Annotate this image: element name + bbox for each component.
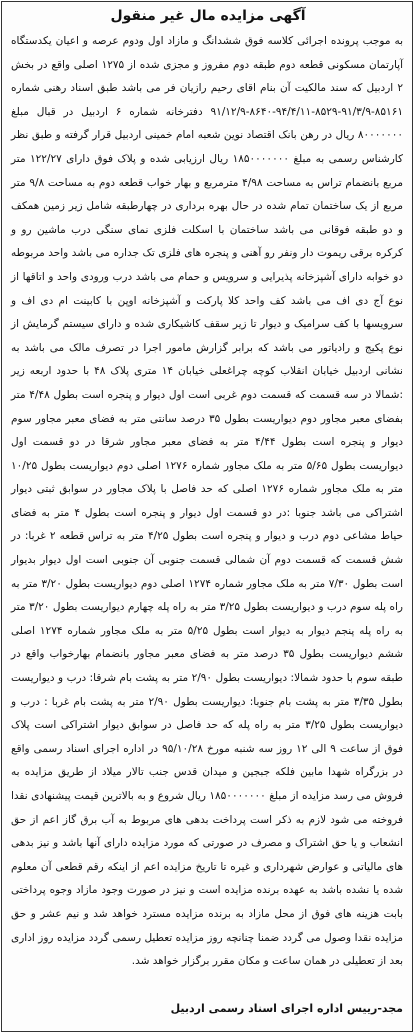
notice-body: به موجب پرونده اجرائی کلاسه فوق ششدانگ و مازاد اول ودوم عرصه و اعیان یکدستگاه آپارتمان مسکونی قطعه دوم طبقه دوم مفروز و مجزی شده از ۱۲۷۵ اصلی واقع در بخش ۲ اردبیل که سند مالکیت آن بنام اقای رحیم رازیان فر می باشد طبق اسناد رهنی شماره ۸۵۱۶۱-۹۱/۳/۹-۸۵۲۹-۹۴/۴/۱۱-۸۶۴۰-۹۱/۱۲/۹ دفترخانه شماره ۶ اردبیل در قبال مبلغ ۸۰۰۰۰۰۰۰ ریال در رهن بانک اقتصاد نوین شعبه امام خمینی اردبیل قرار گرفته و طبق نظر کارشناس رسمی به مبلغ ۱۸۵۰۰۰۰۰۰۰ ریال ارزیابی شده و پلاک فوق دارای ۱۲۲/۲۷ متر مربع بانضمام تراس به مساحت ۴/۹۸ مترمربع و بهار خواب قطعه دوم به مساحت ۹/۸ متر مربع از یک ساختمان تمام شده در حال بهره برداری در چهارطبقه شامل زیر زمین همکف و دو طبقه فوقانی می باشد ساختمان با اسکلت فلزی نمای سنگی درب ماشین رو و کرکره برقی ریموت دار ونفر رو آهنی و پنجره های فلزی تک جداره می باشد واحد مربوطه دو خوابه دارای آشپزخانه پذیرایی و سرویس و حمام می باشد درب ورودی واحد و اتاقها از نوع آج دی اف می باشد کف واحد کلا پارکت و آشپزخانه اوپن با کابینت ام دی اف و سرویسها با کف سرامیک و دیوار تا زیر سقف کاشیکاری شده و دارای سیستم گرمایش از نوع پکیج و رادیاتور می باشد که برابر گزارش مامور اجرا در تصرف مالک می باشد به نشانی اردبیل خیابان انقلاب کوچه چراغعلی خیابان ۱۴ متری پلاک ۴۸ با حدود اربعه زیر :شمالا در سه قسمت که قسمت دوم غربی است اول دیوار و پنجره است بطول ۴/۴۸ متر بفضای معبر مجاور دوم دیواریست بطول ۳۵ درصد سانتی متر به فضای معبر مجاور سوم دیوار و پنجره است بطول ۴/۴۴ متر به فضای معبر مجاور شرقا در دو قسمت اول دیواریست بطول ۵/۶۵ متر به ملک مجاور شماره ۱۲۷۶ اصلی دوم دیواریست بطول ۱۰/۲۵ متر به ملک مجاور شماره ۱۲۷۶ اصلی که حد فاصل با پلاک مجاور در سوابق ثبتی دیوار اشتراکی می باشد جنوبا :در دو قسمت اول دیوار و پنجره است بطول ۴ متر به فضای حیاط مشاعی دوم درب و دیوار و پنجره است بطول ۴/۲۵ متر به تراس قطعه ۲ غربا: در شش قسمت که قسمت دوم آن شمالی قسمت جنوبی آن جنوبی است اول دیوار بدیوار است بطول ۷/۳۰ متر به ملک مجاور شماره ۱۲۷۴ اصلی دوم دیواریست بطول ۳/۲۰ متر به راه پله سوم درب و دیواریست بطول ۳/۲۵ متر به راه پله چهارم دیواریست بطول ۳/۲۰ متر به راه پله پنجم دیوار به دیوار است بطول ۵/۲۵ متر به ملک مجاور شماره ۱۲۷۴ اصلی ششم دیواریست بطول ۳۵ درصد متر به فضای معبر مجاور بانضمام بهارخواب واقع در طبقه سوم با حدود شمالا: دیواریست بطول ۲/۹۰ متر به پشت بام شرقا: درب و دیواریست بطول ۳/۳۵ متر به پشت بام جنوبا: دیواریست بطول ۲/۹۰ متر به پشت بام غربا : درب و دیواریست بطول ۳/۲۵ متر به راه پله که حد فاصل در سوابق دیوار اشتراکی است پلاک فوق از ساعت ۹ الی ۱۲ روز سه شنبه مورخ ۹۵/۱۰/۲۸ در اداره اجرای اسناد رسمی واقع در بزرگراه شهدا مابین فلکه جبجین و میدان قدس جنب تالار میلاد از طریق مزایده به فروش می رسد مزایده از مبلغ ۱۸۵۰۰۰۰۰۰۰ ریال شروع و به بالاترین قیمت پیشنهادی نقدا فروخته می شود لازم به ذکر است پرداخت بدهی های مربوط به آب برق گاز اعم از حق انشعاب و یا حق اشتراک و مصرف در صورتی که مورد مزایده دارای آنها باشد و نیز بدهی های مالیاتی و عوارض شهرداری و غیره تا تاریخ مزایده اعم از اینکه رقم قطعی آن معلوم شده یا نشده باشد به عهده برنده مزایده است و نیز در صورت وجود مازاد وجوه پرداختی بابت هزینه های فوق از محل مازاد به برنده مزایده مسترد خواهد شد و نیم عشر و حق مزایده نقدا وصول می گردد ضمنا چنانچه روز مزایده تعطیل رسمی گردد مزایده روز اداری بعد از تعطیلی در همان ساعت و مکان مقرر برگزار خواهد شد.	[11, 35, 404, 968]
notice-signature: مجد-رییس اداره اجرای اسناد رسمی اردبیل	[170, 1002, 403, 1015]
notice-frame	[1, 1, 413, 1032]
notice-title: آگهی مزایده مال غیر منقول	[110, 8, 306, 24]
